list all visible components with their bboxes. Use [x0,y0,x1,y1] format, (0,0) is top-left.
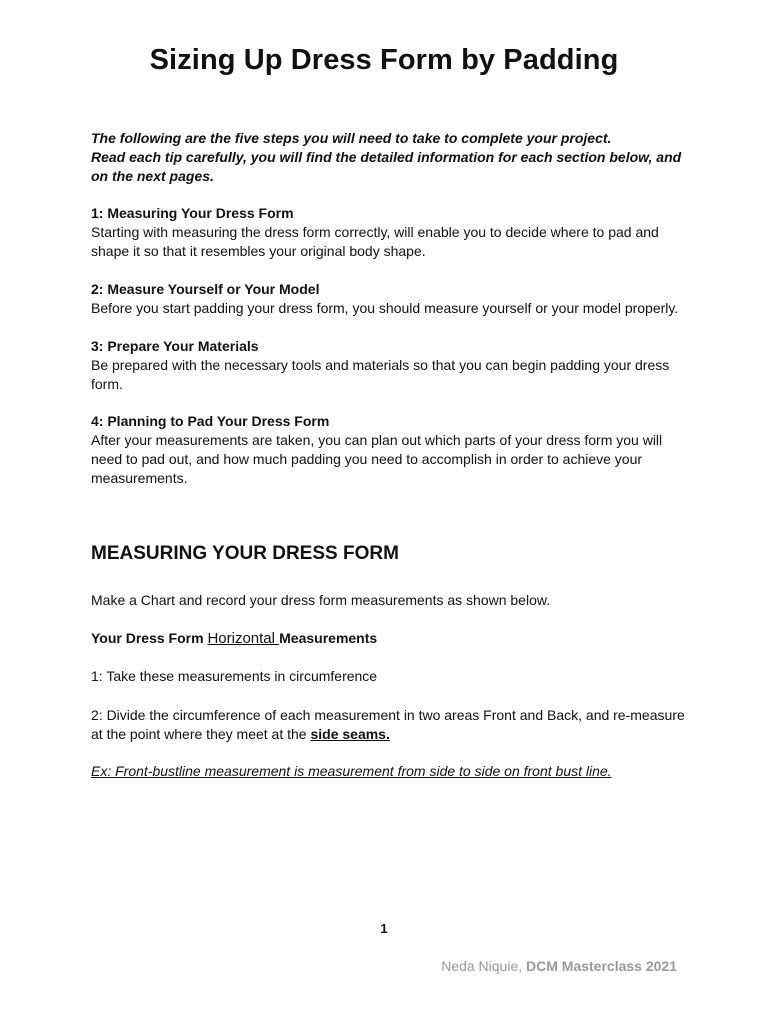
footer-author: Neda Niquie, [441,958,527,974]
example-note: Ex: Front-bustline measurement is measurement from side to side on front bust line. [91,763,612,779]
step-3 [91,337,691,394]
intro-text [91,129,691,186]
step-body: After your measurements are taken, you can plan out which parts of your dress form you will need to pad out, and how much padding you need to accomplish in order to achieve your measurements. [91,432,663,486]
intro-line-1: The following are the five steps you will need to take to complete your project. [91,130,612,146]
step-2 [91,280,691,318]
point-2-text: 2: Divide the circumference of each measurement in two areas Front and Back, and re-measure at the point where they meet at the [91,707,685,742]
intro-line-2: Read each tip carefully, you will find the detailed information for each section below, and on the next pages. [91,149,682,184]
measurement-point-1: 1: Take these measurements in circumference [91,668,378,684]
step-heading: 3: Prepare Your Materials [91,338,259,354]
chart-instruction: Make a Chart and record your dress form measurements as shown below. [91,592,551,608]
step-heading: 2: Measure Yourself or Your Model [91,281,320,297]
page-number: 1 [380,921,388,936]
subheading-emphasis: Horizontal [207,630,280,647]
footer [441,958,677,974]
step-body: Starting with measuring the dress form correctly, will enable you to decide where to pad and shape it so that it resembles your original body shape. [91,224,659,259]
step-heading: 1: Measuring Your Dress Form [91,205,294,221]
section-heading: MEASURING YOUR DRESS FORM [91,543,399,564]
side-seams-emphasis: side seams. [310,726,390,742]
page-title: Sizing Up Dress Form by Padding [149,44,619,76]
subheading-prefix: Your Dress Form [91,630,208,646]
step-body: Be prepared with the necessary tools and materials so that you can begin padding your dress form. [91,357,670,392]
step-heading: 4: Planning to Pad Your Dress Form [91,413,330,429]
subheading-suffix: Measurements [279,630,378,646]
step-body: Before you start padding your dress form, you should measure yourself or your model properly. [91,300,679,316]
step-1 [91,204,691,261]
footer-brand: DCM Masterclass 2021 [526,958,677,974]
horizontal-measurements-heading [91,629,691,648]
measurement-point-2 [91,706,691,744]
step-4 [91,412,691,488]
